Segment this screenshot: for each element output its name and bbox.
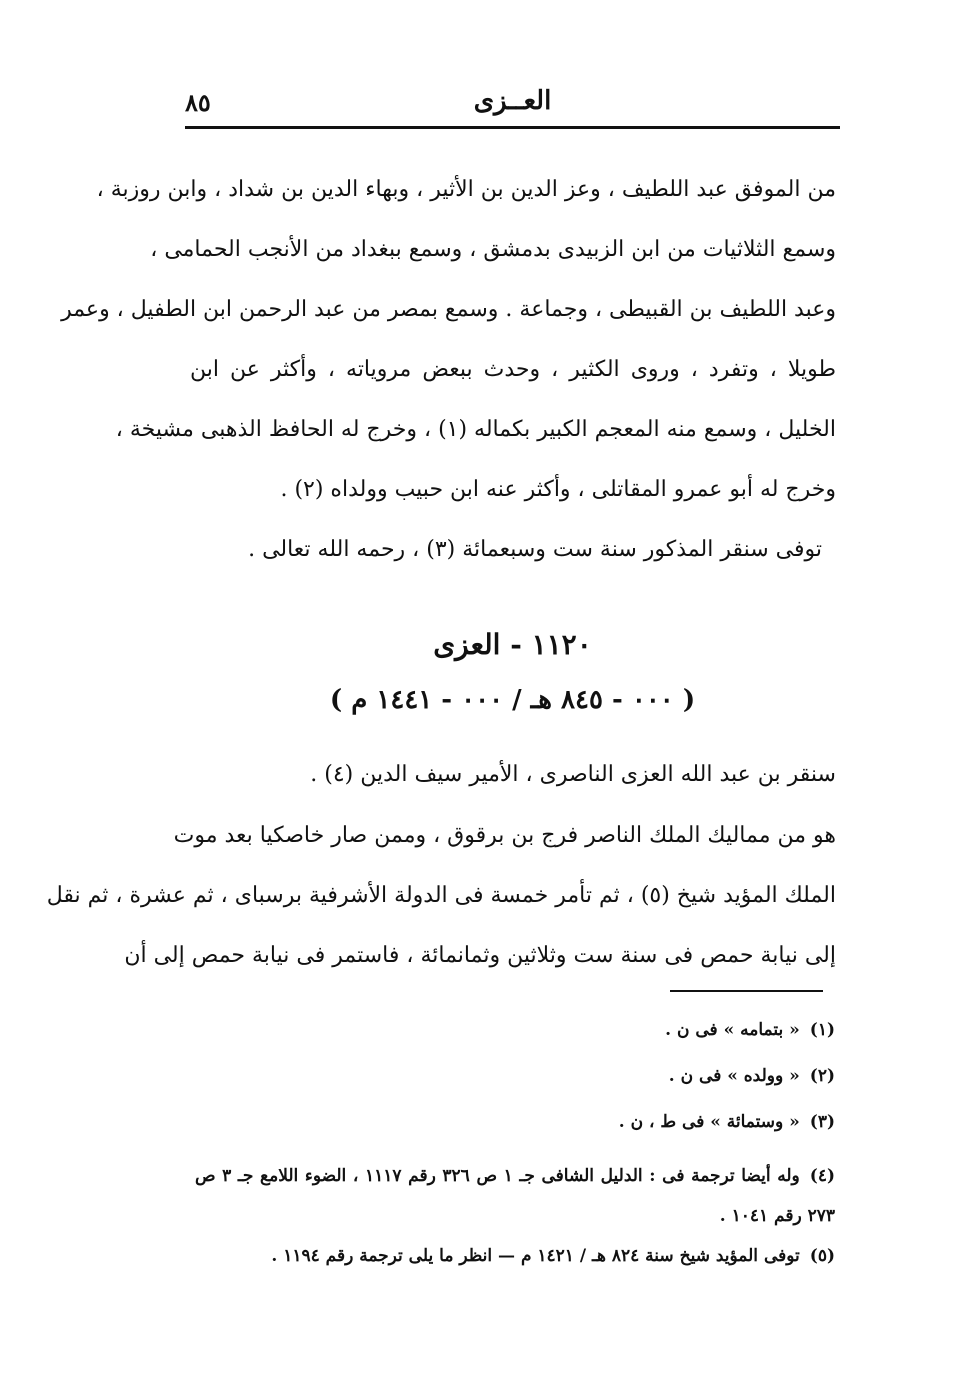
- text-line: وسمع الثلاثيات من ابن الزبيدى بدمشق ، وسمع ببغداد من الأنجب الحمامى ،: [150, 237, 836, 262]
- footnote-number: (٣): [809, 1112, 835, 1132]
- footnote: [195, 1018, 835, 1042]
- page-header: [185, 80, 840, 129]
- footnote: [195, 1110, 835, 1134]
- footnote-text: « بتمامه » فى ن .: [665, 1020, 800, 1040]
- entry-heading: ١١٢٠ - العزى: [433, 628, 592, 661]
- page-number: ٨٥: [185, 88, 211, 117]
- entry-dates: ( ٠٠٠ - ٨٤٥ هـ / ٠٠٠ - ١٤٤١ م ): [329, 685, 696, 715]
- entry-1120-body: [46, 806, 836, 986]
- entry-name: [190, 745, 836, 805]
- footnote-number: (٤): [809, 1166, 835, 1186]
- footnote: [195, 1244, 835, 1268]
- footnotes: [195, 1018, 835, 1290]
- footnote-text: « وولده » فى ن .: [668, 1066, 800, 1086]
- entry-1119-continuation: [61, 160, 836, 580]
- text-line: طويلا ، وتفرد ، وروى الكثير ، وحدث ببعض مروياته ، وأكثر عن ابن: [190, 357, 836, 382]
- footnote-text: « وستمائة » فى ط ، ن .: [618, 1112, 800, 1132]
- death-note-line: توفى سنقر المذكور سنة ست وسبعمائة (٣) ، رحمه الله تعالى .: [248, 537, 822, 562]
- text-line: إلى نيابة حمص فى سنة ست وثلاثين وثمانمائة ، فاستمر فى نيابة حمص إلى أن: [124, 943, 836, 968]
- entry-name-line: سنقر بن عبد الله العزى الناصرى ، الأمير سيف الدين (٤) .: [310, 762, 836, 787]
- footnote-text: توفى المؤيد شيخ سنة ٨٢٤ هـ / ١٤٢١ م — انظر ما يلى ترجمة رقم ١١٩٤ .: [271, 1246, 800, 1266]
- footnote: [195, 1156, 835, 1236]
- footnote-number: (٥): [809, 1246, 835, 1266]
- footnote-divider: [670, 990, 823, 992]
- footnote: [195, 1064, 835, 1088]
- footnote-number: (١): [809, 1020, 835, 1040]
- text-line: هو من مماليك الملك الناصر فرج بن برقوق ، وممن صار خاصكيا بعد موت: [173, 823, 836, 848]
- text-line: الخليل ، وسمع منه المعجم الكبير بكماله (١) ، وخرج له الحافظ الذهبى مشيخة ،: [115, 417, 836, 442]
- text-line: الملك المؤيد شيخ (٥) ، ثم تأمر خمسة فى الدولة الأشرفية برسباى ، ثم عشرة ، ثم نقل: [46, 883, 836, 908]
- text-line: وخرج له أبو عمرو المقاتلى ، وأكثر عنه ابن حبيب وولداه (٢) .: [280, 477, 836, 502]
- running-title: العــزى: [473, 86, 552, 116]
- text-line: وعبد اللطيف بن القبيطى ، وجماعة . وسمع بمصر من عبد الرحمن ابن الطفيل ، وعمر: [61, 297, 836, 322]
- text-line: من الموفق عبد اللطيف ، وعز الدين بن الأثير ، وبهاء الدين بن شداد ، وابن روزبة ،: [96, 177, 836, 202]
- footnote-number: (٢): [809, 1066, 835, 1086]
- footnote-text: وله أيضا ترجمة فى : الدليل الشافى جـ ١ ص ٣٢٦ رقم ١١١٧ ، الضوء اللامع جـ ٣ ص ٢٧٣ رقم ١٠٤١ .: [195, 1166, 835, 1226]
